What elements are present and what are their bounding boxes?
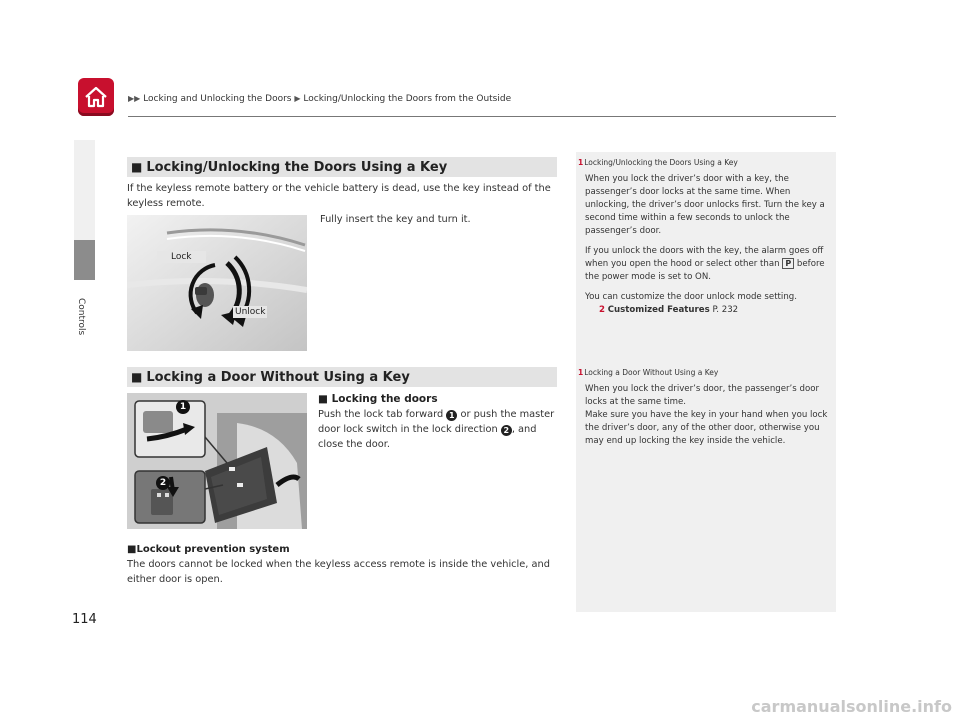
note1-body bbox=[585, 173, 831, 324]
marker-2: 2 bbox=[159, 478, 167, 488]
section-heading-key bbox=[127, 157, 557, 177]
customized-features-link[interactable] bbox=[585, 305, 738, 315]
page-number: 114 bbox=[72, 612, 97, 627]
home-icon bbox=[84, 85, 108, 109]
note1-p2-text-b: before the power mode is set to ON. bbox=[585, 259, 825, 282]
unlock-label: Unlock bbox=[235, 307, 266, 317]
square-bullet-icon: ■ bbox=[131, 370, 143, 384]
reference-title: Customized Features bbox=[607, 305, 710, 315]
instruction-text: Fully insert the key and turn it. bbox=[320, 214, 471, 225]
square-bullet-icon: ■ bbox=[318, 393, 328, 405]
intro-text: If the keyless remote battery or the vehicle battery is dead, use the key instead of the keyless remote. bbox=[127, 183, 551, 209]
watermark: carmanualsonline.info bbox=[751, 697, 952, 716]
note2-title bbox=[578, 368, 718, 377]
locking-doors-block bbox=[318, 392, 558, 452]
circle-number-1: 1 bbox=[446, 410, 457, 421]
subhead-lockout: Lockout prevention system bbox=[136, 544, 290, 555]
note-number-icon: 1 bbox=[578, 368, 584, 377]
breadcrumb bbox=[128, 94, 511, 104]
circle-number-2: 2 bbox=[501, 425, 512, 436]
side-tab-label[interactable]: Controls bbox=[76, 298, 86, 336]
side-tab-background bbox=[74, 140, 95, 240]
breadcrumb-arrow-icon: ▶ bbox=[294, 94, 301, 103]
note2-paragraph-2: Make sure you have the key in your hand when you lock the driver’s door, any of the other door, otherwise you may end up locking the key inside the vehicle. bbox=[585, 410, 828, 446]
breadcrumb-arrow-icon: ▶▶ bbox=[128, 94, 141, 103]
lockout-text: The doors cannot be locked when the keyless access remote is inside the vehicle, and either door is open. bbox=[127, 559, 550, 585]
section-heading-text: Locking/Unlocking the Doors Using a Key bbox=[146, 159, 448, 175]
square-bullet-icon: ■ bbox=[127, 544, 137, 555]
section-heading-text: Locking a Door Without Using a Key bbox=[146, 369, 410, 385]
note1-title bbox=[578, 158, 738, 167]
header-divider bbox=[128, 116, 836, 117]
note-number-icon: 1 bbox=[578, 158, 584, 167]
note1-p2-text-a: If you unlock the doors with the key, the alarm goes off when you open the hood or select other than bbox=[585, 246, 824, 269]
marker-1: 1 bbox=[179, 402, 187, 412]
section-heading-no-key bbox=[127, 367, 557, 387]
breadcrumb-current: Locking/Unlocking the Doors from the Outside bbox=[303, 94, 512, 104]
note1-paragraph-2 bbox=[585, 245, 831, 284]
subhead-locking-doors: Locking the doors bbox=[331, 393, 438, 405]
note2-paragraph-1: When you lock the driver’s door, the passenger’s door locks at the same time. bbox=[585, 384, 819, 407]
note2-title-text: Locking a Door Without Using a Key bbox=[584, 368, 719, 377]
lockout-block bbox=[127, 542, 567, 587]
side-tab-marker[interactable] bbox=[74, 240, 95, 280]
note1-title-text: Locking/Unlocking the Doors Using a Key bbox=[584, 158, 738, 167]
reference-page: P. 232 bbox=[712, 305, 739, 315]
lock-tab-photo bbox=[127, 393, 307, 529]
home-button[interactable] bbox=[78, 78, 114, 116]
locking-text-b: or push the master door lock switch in the lock direction bbox=[318, 409, 555, 435]
breadcrumb-link-locking[interactable]: Locking and Unlocking the Doors bbox=[143, 94, 292, 104]
park-key-icon: P bbox=[782, 258, 794, 269]
note2-body bbox=[585, 383, 831, 455]
note1-paragraph-3 bbox=[585, 291, 831, 317]
note1-p3-text: You can customize the door unlock mode setting. bbox=[585, 292, 797, 302]
door-handle-illustration bbox=[127, 215, 307, 351]
note1-paragraph-1: When you lock the driver’s door with a key, the passenger’s door locks at the same time. When unlocking, the driver’s door unlocks first. Turn the key a second time within a few seconds to unlock the passenger’s door. bbox=[585, 174, 825, 236]
locking-text-c: , and close the door. bbox=[318, 424, 537, 450]
key-lock-photo bbox=[127, 215, 307, 351]
lock-label: Lock bbox=[157, 251, 206, 263]
locking-text-a: Push the lock tab forward bbox=[318, 409, 444, 420]
lock-tab-illustration bbox=[127, 393, 307, 529]
reference-arrow-icon: 2 bbox=[599, 305, 605, 315]
square-bullet-icon: ■ bbox=[131, 160, 143, 174]
